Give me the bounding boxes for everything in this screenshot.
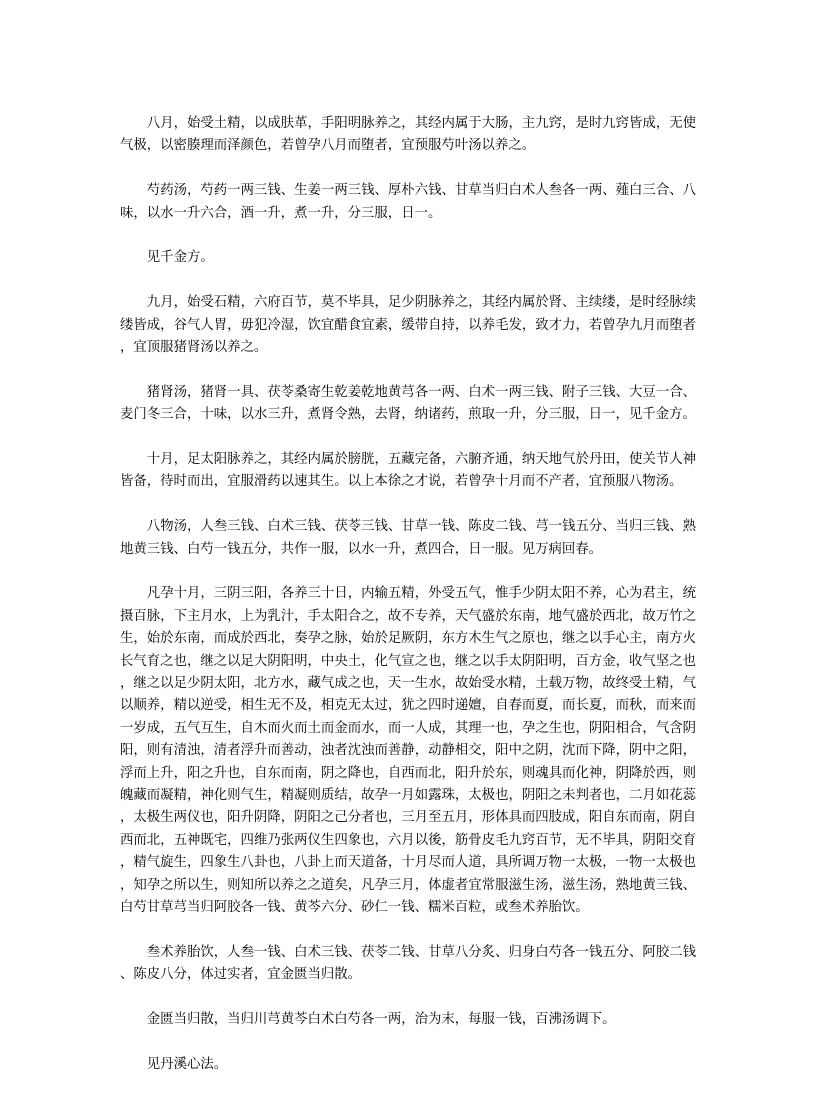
paragraph-ninth-month: 九月，始受石精，六府百节，莫不毕具，足少阴脉养之，其经内属於肾、主续缕，是时经脉续缕皆成，谷气人胃，毋犯冷湿，饮宜醋食宜素，缓带自持，以养毛发，致才力，若曾孕九月而堕者，宜顶服猪肾汤以养之。 [120, 295, 696, 356]
paragraph-source-danxi: 见丹溪心法。 [146, 1056, 228, 1072]
paragraph-jingui-angelica-powder: 金匮当归散，当归川芎黄芩白术白芍各一两，治为末，每服一钱，百沸汤调下。 [146, 1012, 616, 1028]
paragraph-pig-kidney-decoction: 猪肾汤，猪肾一具、茯苓桑寄生乾姜乾地黄芎各一两、白术一两三钱、附子三钱、大豆一合、麦门冬三合，十味，以水三升，煮肾令熟，去肾，纳诸药，煎取一升，分三服，日一，见千金方。 [120, 384, 696, 423]
paragraph-peony-decoction: 芍药汤，芍药一两三钱、生姜一两三钱、厚朴六钱、甘草当归白术人叁各一两、薤白三合、八味，以水一升六合，酒一升，煮一升，分三服，日一。 [120, 183, 696, 221]
paragraph-tenth-month: 十月，足太阳脉养之，其经内属於膀胱，五藏完备，六腑齐通，纳天地气於丹田，使关节人神皆备，待时而出，宜服滑药以速其生。以上本徐之才说，若曾孕十月而不产者，宜预服八物汤。 [120, 452, 696, 490]
paragraph-eight-ingredient-decoction: 八物汤，人叁三钱、白术三钱、茯苓三钱、甘草一钱、陈皮二钱、芎一钱五分、当归三钱、熟地黄三钱、白芍一钱五分，共作一服，以水一升，煮四合，日一服。见万病回春。 [120, 519, 696, 557]
document-page [120, 113, 696, 1099]
paragraph-source-qianjin: 见千金方。 [146, 250, 214, 266]
paragraph-ginseng-atractylodes-drink: 叁术养胎饮，人叁一钱、白术三钱、茯苓二钱、甘草八分炙、归身白芍各一钱五分、阿胶二钱、陈皮八分，体过实者，宜金匮当归散。 [120, 944, 696, 983]
paragraph-ten-months-theory: 凡孕十月，三阴三阳，各养三十日，内输五精，外受五气，惟手少阴太阳不养，心为君主，统摄百脉，下主月水，上为乳汁，手太阳合之，故不专养，天气盛於东南，地气盛於西北，故万竹之生，始於东南，而成於西北，奏孕之脉，始於足厥阴，东方木生气之原也，继之以手心主，南方火长气育之也，继之以足大阴阳明，中央土，化气宣之也，继之以手太阴阳明，百方金，收气坚之也，继之以足少阴太阳，北方水，藏气成之也，天一生水，故始受水精，土载万物，故终受土精，气以顺养，精以逆受，相生无不及，相克无太过，犹之四时递嬗，自春而夏，而长夏，而秋，而来而一岁成，五气互生，自木而火而土而金而水，而一人成，其理一也，孕之生也，阴阳相合，气含阴阳，则有清浊，清者浮升而善动，浊者沈浊而善静，动静相交，阳中之阴，沈而下降，阴中之阳，浮而上升，阳之升也，自东而南，阴之降也，自西而北，阳升於东，则魂具而化神，阴降於西，则魄藏而凝精，神化则气生，精凝则质结，故孕一月如露珠，太极也，阴阳之未判者也，二月如花蕊，太极生两仪也，阳升阴降，阴阳之己分者也，三月至五月，形体具而四肢成，阳自东而南，阴自西而北，五神既宅，四维乃张两仪生四象也，六月以後，筋骨皮毛九窍百节，无不毕具，阴阳交育，精气旋生，四象生八卦也，八卦上而天道备，十月尽而人道，具所调万物一太极，一物一太极也，知孕之所以生，则知所以养之之道矣，凡孕三月，体虚者宜常服滋生汤，滋生汤，熟地黄三钱、白芍甘草芎当归阿胶各一钱、黄芩六分、砂仁一钱、糯米百粒，或叁术养胎饮。 [120, 586, 696, 916]
paragraph-eighth-month: 八月，始受土精，以成肤革，手阳明脉养之，其经内属于大肠，主九窍，是时九窍皆成，无使气极，以密腠理而泽颜色，若曾孕八月而堕者，宜预服芍叶汤以养之。 [120, 116, 696, 154]
